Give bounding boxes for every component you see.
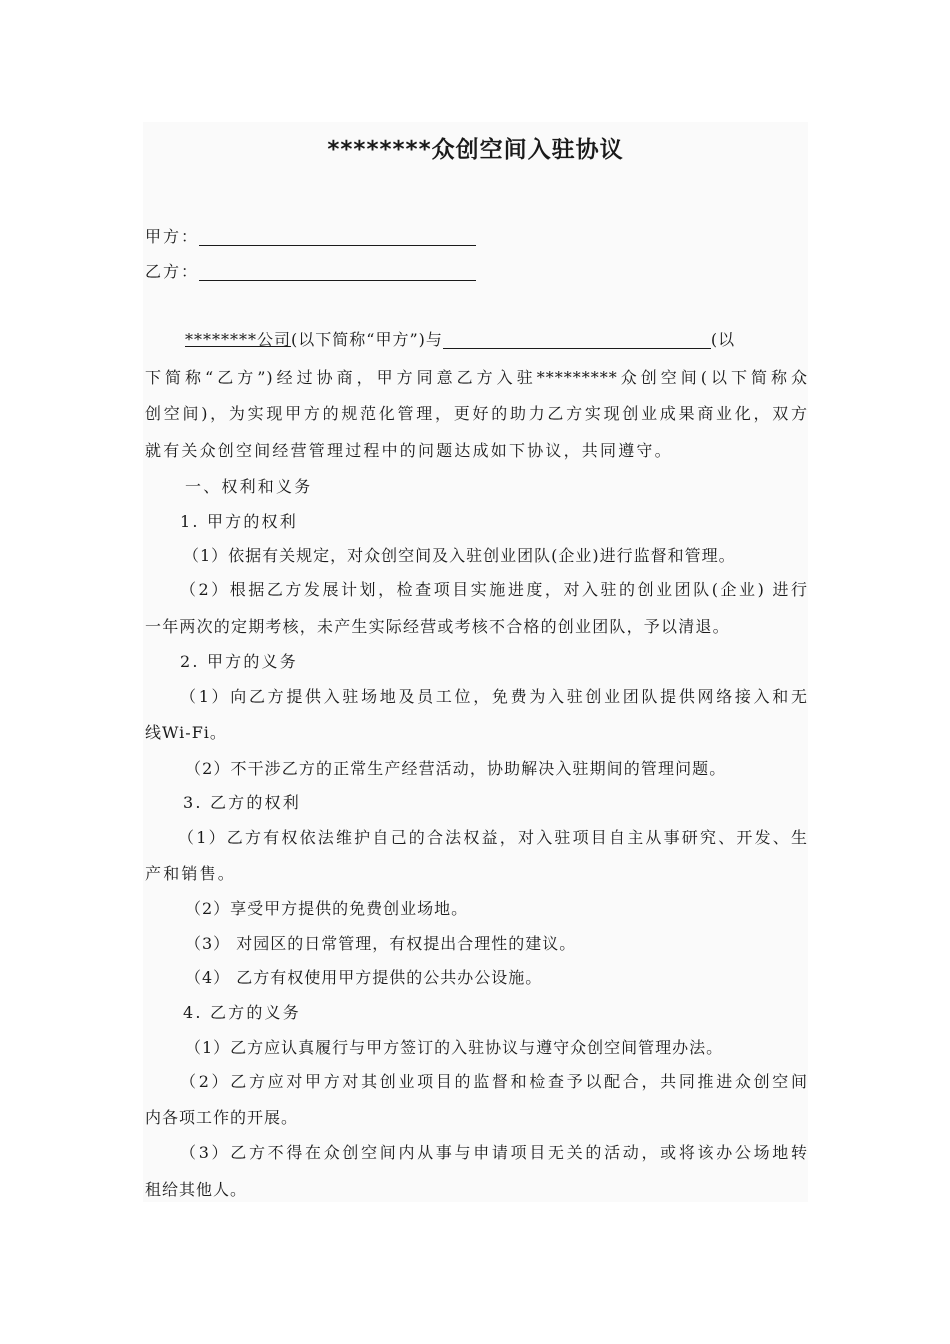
- subsection-heading: 3. 乙方的权利: [183, 793, 301, 812]
- party-b-field: [145, 259, 476, 282]
- intro-line-1-end: (以: [710, 330, 736, 349]
- party-b-label: 乙方：: [145, 262, 200, 281]
- clause-text: （4） 乙方有权使用甲方提供的公共办公设施。: [185, 968, 543, 987]
- clause-text: （1）向乙方提供入驻场地及员工位，免费为入驻创业团队提供网络接入和无: [180, 687, 808, 706]
- clause-text: （2）根据乙方发展计划，检查项目实施进度，对入驻的创业团队(企业) 进行: [180, 580, 808, 599]
- clause-text: （1）乙方应认真履行与甲方签订的入驻协议与遵守众创空间管理办法。: [185, 1038, 724, 1057]
- clause-text: 线Wi-Fi。: [145, 723, 227, 742]
- intro-line-1-mid: (以下简称“甲方”)与: [291, 330, 443, 349]
- clause-text: （3） 对园区的日常管理，有权提出合理性的建议。: [185, 934, 577, 953]
- party-b-blank: [199, 264, 476, 281]
- subsection-heading: 4. 乙方的义务: [183, 1003, 301, 1022]
- intro-line-4: 就有关众创空间经营管理过程中的问题达成如下协议，共同遵守。: [145, 441, 673, 460]
- clause-text: （2）乙方应对甲方对其创业项目的监督和检查予以配合，共同推进众创空间: [180, 1072, 808, 1091]
- clause-text: （2）享受甲方提供的免费创业场地。: [185, 899, 469, 918]
- section-heading: 一、权利和义务: [185, 477, 313, 496]
- party-a-field: [145, 224, 476, 247]
- party-a-blank: [199, 229, 476, 246]
- clause-text: （3）乙方不得在众创空间内从事与申请项目无关的活动，或将该办公场地转: [180, 1143, 808, 1162]
- clause-text: 租给其他人。: [145, 1180, 248, 1199]
- clause-text: 产和销售。: [145, 864, 237, 883]
- party-b-name-blank: [443, 332, 711, 349]
- party-a-label: 甲方：: [145, 227, 200, 246]
- intro-line-1: [185, 327, 808, 350]
- clause-text: （1）乙方有权依法维护自己的合法权益，对入驻项目自主从事研究、开发、生: [178, 828, 808, 847]
- subsection-heading: 1. 甲方的权利: [180, 512, 298, 531]
- clause-text: 一年两次的定期考核，未产生实际经营或考核不合格的创业团队，予以清退。: [145, 617, 730, 636]
- subsection-heading: 2. 甲方的义务: [180, 652, 298, 671]
- clause-text: 内各项工作的开展。: [145, 1108, 299, 1127]
- intro-company: ********公司: [185, 330, 292, 349]
- intro-line-2: 下简称“乙方”)经过协商，甲方同意乙方入驻*********众创空间(以下简称众: [145, 368, 808, 387]
- clause-text: （2）不干涉乙方的正常生产经营活动，协助解决入驻期间的管理问题。: [185, 759, 727, 778]
- clause-text: （1）依据有关规定，对众创空间及入驻创业团队(企业)进行监督和管理。: [183, 546, 736, 565]
- intro-line-3: 创空间)，为实现甲方的规范化管理，更好的助力乙方实现创业成果商业化，双方: [145, 404, 808, 423]
- document-title: ********众创空间入驻协议: [327, 137, 624, 163]
